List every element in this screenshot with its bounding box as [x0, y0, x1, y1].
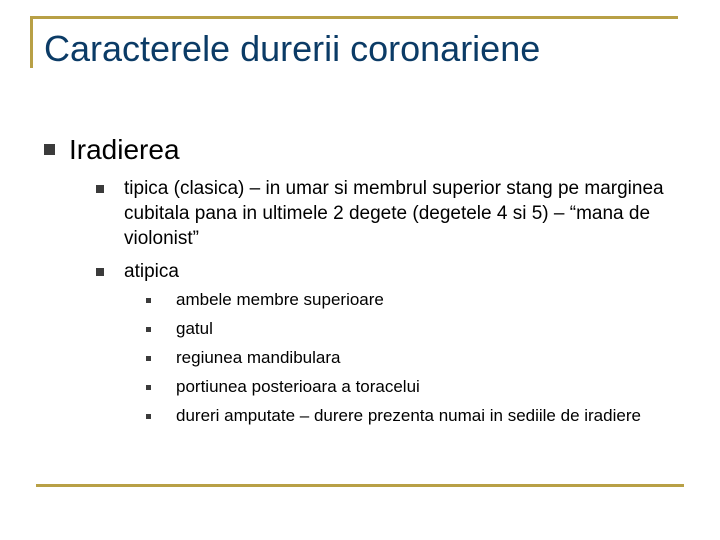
small-square-bullet-icon — [146, 414, 151, 419]
list-item-text: gatul — [176, 319, 213, 338]
sub-bullet-text: tipica (clasica) – in umar si membrul superior stang pe marginea cubitala pana in ultimele 2 degete (degetele 4 si 5) – “mana de violonist” — [124, 178, 664, 249]
list-item-text: portiunea posterioara a toracelui — [176, 377, 420, 396]
square-bullet-icon — [96, 185, 104, 193]
list-item-text: dureri amputate – durere prezenta numai in sediile de iradiere — [176, 406, 641, 425]
list-item-text: regiunea mandibulara — [176, 348, 341, 367]
small-square-bullet-icon — [146, 385, 151, 390]
square-bullet-icon — [44, 144, 55, 155]
list-item-text: ambele membre superioare — [176, 290, 384, 309]
small-square-bullet-icon — [146, 327, 151, 332]
bottom-divider-line — [36, 484, 684, 487]
bullet-text: Iradierea — [69, 134, 180, 165]
title-frame-left-line — [30, 16, 33, 68]
title-frame-top-line — [30, 16, 678, 19]
square-bullet-icon — [96, 268, 104, 276]
sub-bullet-text: atipica — [124, 261, 179, 282]
small-square-bullet-icon — [146, 298, 151, 303]
small-square-bullet-icon — [146, 356, 151, 361]
slide-title: Caracterele durerii coronariene — [44, 28, 541, 69]
